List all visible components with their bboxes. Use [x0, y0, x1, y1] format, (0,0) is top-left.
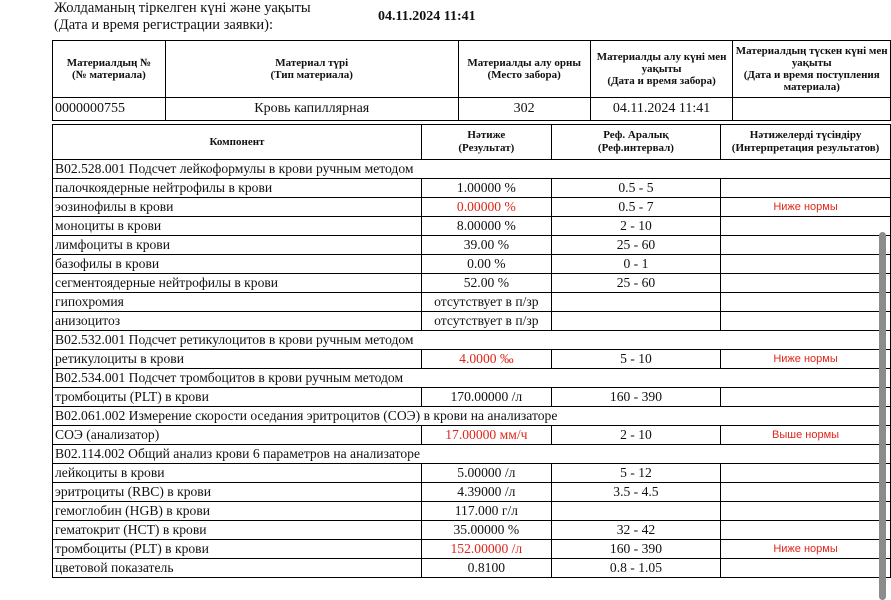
result-row [53, 350, 891, 369]
section-title: B02.061.002 Измерение скорости оседания эритроцитов (СОЭ) в крови на анализаторе [53, 407, 891, 426]
results-header-row [53, 125, 891, 160]
reference-interval: 0.8 - 1.05 [551, 559, 720, 578]
result-value: 4.0000 ‰ [421, 350, 551, 369]
results-header-ref [551, 125, 720, 160]
result-row [53, 293, 891, 312]
component-name: эозинофилы в крови [53, 198, 422, 217]
material-collected: 04.11.2024 11:41 [590, 98, 733, 121]
results-header-component: Компонент [53, 125, 422, 160]
component-name: цветовой показатель [53, 559, 422, 578]
registration-label-ru: (Дата и время регистрации заявки): [54, 17, 274, 33]
interpretation [721, 255, 891, 274]
result-value: 17.00000 мм/ч [421, 426, 551, 445]
reference-interval: 32 - 42 [551, 521, 720, 540]
component-name: базофилы в крови [53, 255, 422, 274]
results-header-interp-kz: Нәтижелерді түсіндіру [749, 129, 862, 141]
result-row [53, 198, 891, 217]
reference-interval: 0.5 - 7 [551, 198, 720, 217]
interpretation [721, 293, 891, 312]
section-row [53, 160, 891, 179]
registration-label [54, 0, 364, 34]
result-value: 1.00000 % [421, 179, 551, 198]
interpretation [721, 179, 891, 198]
material-header-place-kz: Материалды алу орны [467, 57, 581, 69]
reference-interval [551, 293, 720, 312]
interpretation [721, 312, 891, 331]
interpretation [721, 274, 891, 293]
section-row [53, 369, 891, 388]
material-place: 302 [458, 98, 590, 121]
interpretation [721, 521, 891, 540]
results-header-interp-ru: (Интерпретация результатов) [731, 142, 880, 154]
results-header-interp [721, 125, 891, 160]
result-value: 52.00 % [421, 274, 551, 293]
interpretation: Ниже нормы [721, 540, 891, 559]
results-header-result-ru: (Результат) [458, 142, 515, 154]
result-row [53, 559, 891, 578]
component-name: гематокрит (HCT) в крови [53, 521, 422, 540]
material-header-type [165, 41, 458, 98]
reference-interval: 25 - 60 [551, 236, 720, 255]
component-name: моноциты в крови [53, 217, 422, 236]
result-row [53, 236, 891, 255]
result-row [53, 502, 891, 521]
material-header-received [733, 41, 891, 98]
material-header-place-ru: (Место забора) [487, 69, 561, 81]
result-row [53, 521, 891, 540]
result-value: отсутствует в п/зр [421, 312, 551, 331]
component-name: анизоцитоз [53, 312, 422, 331]
result-row [53, 426, 891, 445]
material-table [52, 40, 891, 121]
section-row [53, 445, 891, 464]
reference-interval: 2 - 10 [551, 426, 720, 445]
interpretation: Ниже нормы [721, 198, 891, 217]
reference-interval: 160 - 390 [551, 388, 720, 407]
material-header-number-kz: Материалдың № [66, 57, 152, 69]
material-type: Кровь капиллярная [165, 98, 458, 121]
results-header-result-kz: Нәтиже [467, 129, 506, 141]
reference-interval: 0.5 - 5 [551, 179, 720, 198]
material-received [733, 98, 891, 121]
result-value: 0.00000 % [421, 198, 551, 217]
result-row [53, 274, 891, 293]
interpretation [721, 483, 891, 502]
result-value: 0.8100 [421, 559, 551, 578]
interpretation [721, 464, 891, 483]
reference-interval [551, 312, 720, 331]
reference-interval: 3.5 - 4.5 [551, 483, 720, 502]
result-row [53, 179, 891, 198]
results-table [52, 124, 891, 578]
material-header-collected-kz: Материалды алу күні мен уақыты [596, 51, 727, 75]
section-title: B02.528.001 Подсчет лейкоформулы в крови ручным методом [53, 160, 891, 179]
result-value: 117.000 г/л [421, 502, 551, 521]
interpretation [721, 502, 891, 521]
component-name: палочкоядерные нейтрофилы в крови [53, 179, 422, 198]
reference-interval: 5 - 10 [551, 350, 720, 369]
section-title: B02.532.001 Подсчет ретикулоцитов в крови ручным методом [53, 331, 891, 350]
material-header-type-ru: (Тип материала) [270, 69, 353, 81]
reference-interval: 25 - 60 [551, 274, 720, 293]
scrollbar-thumb[interactable] [879, 232, 886, 600]
registration-label-kz: Жолдаманың тіркелген күні және уақыты [54, 0, 311, 16]
component-name: сегментоядерные нейтрофилы в крови [53, 274, 422, 293]
interpretation [721, 559, 891, 578]
result-value: 5.00000 /л [421, 464, 551, 483]
results-header-result [421, 125, 551, 160]
result-value: 170.00000 /л [421, 388, 551, 407]
result-value: 8.00000 % [421, 217, 551, 236]
section-row [53, 331, 891, 350]
component-name: лейкоциты в крови [53, 464, 422, 483]
section-row [53, 407, 891, 426]
result-row [53, 312, 891, 331]
component-name: гипохромия [53, 293, 422, 312]
material-header-received-ru: (Дата и время поступления материала) [743, 69, 880, 93]
material-header-place [458, 41, 590, 98]
result-row [53, 217, 891, 236]
result-row [53, 255, 891, 274]
interpretation [721, 217, 891, 236]
material-header-row [53, 41, 891, 98]
reference-interval: 2 - 10 [551, 217, 720, 236]
material-header-collected [590, 41, 733, 98]
component-name: эритроциты (RBC) в крови [53, 483, 422, 502]
material-header-number-ru: (№ материала) [72, 69, 146, 81]
material-header-type-kz: Материал түрі [275, 57, 349, 69]
interpretation [721, 236, 891, 255]
interpretation: Ниже нормы [721, 350, 891, 369]
interpretation [721, 388, 891, 407]
material-header-collected-ru: (Дата и время забора) [607, 75, 716, 87]
reference-interval: 0 - 1 [551, 255, 720, 274]
reference-interval [551, 502, 720, 521]
component-name: ретикулоциты в крови [53, 350, 422, 369]
result-row [53, 540, 891, 559]
component-name: тромбоциты (PLT) в крови [53, 540, 422, 559]
section-title: B02.534.001 Подсчет тромбоцитов в крови ручным методом [53, 369, 891, 388]
material-header-number [53, 41, 166, 98]
result-row [53, 483, 891, 502]
material-header-received-kz: Материалдың түскен күні мен уақыты [735, 45, 888, 69]
result-value: 39.00 % [421, 236, 551, 255]
registration-datetime: 04.11.2024 11:41 [378, 9, 476, 24]
material-number: 0000000755 [53, 98, 166, 121]
result-value: 4.39000 /л [421, 483, 551, 502]
component-name: СОЭ (анализатор) [53, 426, 422, 445]
interpretation: Выше нормы [721, 426, 891, 445]
result-value: 0.00 % [421, 255, 551, 274]
section-title: B02.114.002 Общий анализ крови 6 параметров на анализаторе [53, 445, 891, 464]
results-header-ref-ru: (Реф.интервал) [597, 142, 674, 154]
results-header-ref-kz: Реф. Аралық [603, 129, 669, 141]
result-row [53, 464, 891, 483]
component-name: гемоглобин (HGB) в крови [53, 502, 422, 521]
result-row [53, 388, 891, 407]
reference-interval: 160 - 390 [551, 540, 720, 559]
results-body [53, 160, 891, 578]
material-row [53, 98, 891, 121]
result-value: отсутствует в п/зр [421, 293, 551, 312]
component-name: лимфоциты в крови [53, 236, 422, 255]
result-value: 35.00000 % [421, 521, 551, 540]
component-name: тромбоциты (PLT) в крови [53, 388, 422, 407]
reference-interval: 5 - 12 [551, 464, 720, 483]
result-value: 152.00000 /л [421, 540, 551, 559]
